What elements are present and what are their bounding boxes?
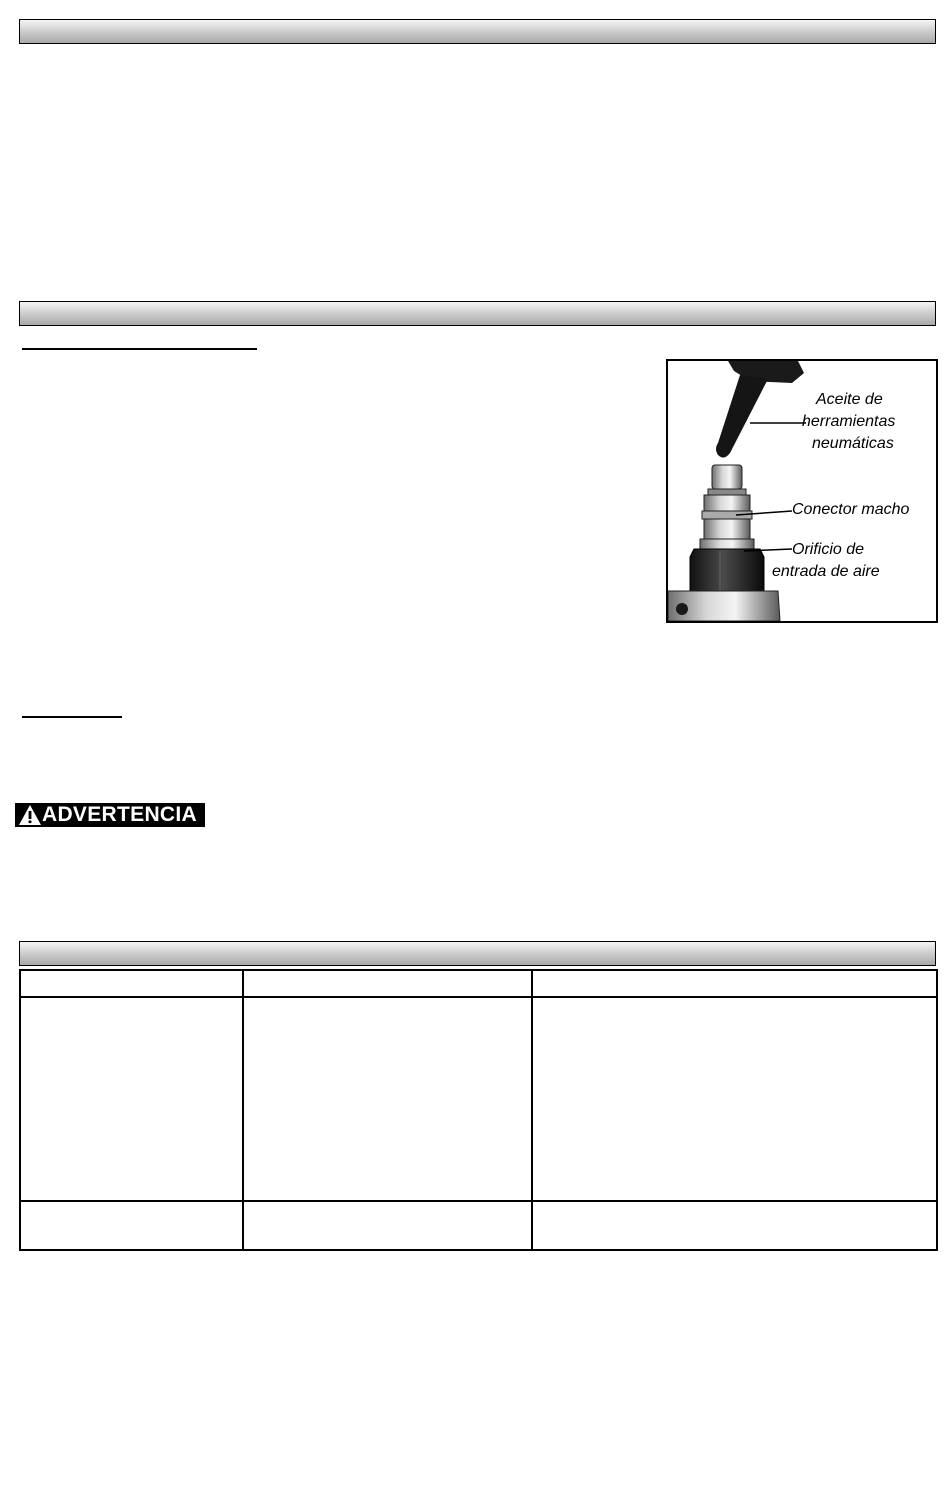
oil-nozzle bbox=[716, 375, 768, 458]
table-column-divider bbox=[242, 971, 244, 1249]
inlet-label-line-2: entrada de aire bbox=[772, 563, 880, 580]
table-column-divider bbox=[531, 971, 533, 1249]
section-header-bar-1 bbox=[19, 19, 936, 44]
warning-label: ADVERTENCIA bbox=[42, 803, 197, 826]
warning-badge bbox=[15, 803, 205, 827]
section-header-bar-3 bbox=[19, 941, 936, 966]
figure-illustration bbox=[668, 361, 936, 621]
section-header-bar-2 bbox=[19, 301, 936, 326]
connector-label: Conector macho bbox=[792, 501, 910, 518]
table-header-divider bbox=[21, 996, 936, 998]
warning-triangle-icon bbox=[18, 804, 42, 826]
inlet-label-line-1: Orificio de bbox=[792, 541, 865, 558]
oil-label bbox=[816, 389, 883, 410]
oil-label-line-2: herramientas bbox=[802, 413, 896, 430]
subheading-underline-1 bbox=[22, 348, 257, 350]
oil-label-line-3: neumáticas bbox=[812, 435, 894, 452]
troubleshooting-table bbox=[19, 969, 938, 1251]
subheading-underline-2 bbox=[22, 716, 122, 718]
oil-label-line-1: Aceite de bbox=[816, 391, 883, 408]
air-inlet-fitting bbox=[690, 549, 764, 593]
connector-tip bbox=[712, 465, 742, 489]
oil-inlet-figure bbox=[666, 359, 938, 623]
table-row-divider bbox=[21, 1200, 936, 1202]
